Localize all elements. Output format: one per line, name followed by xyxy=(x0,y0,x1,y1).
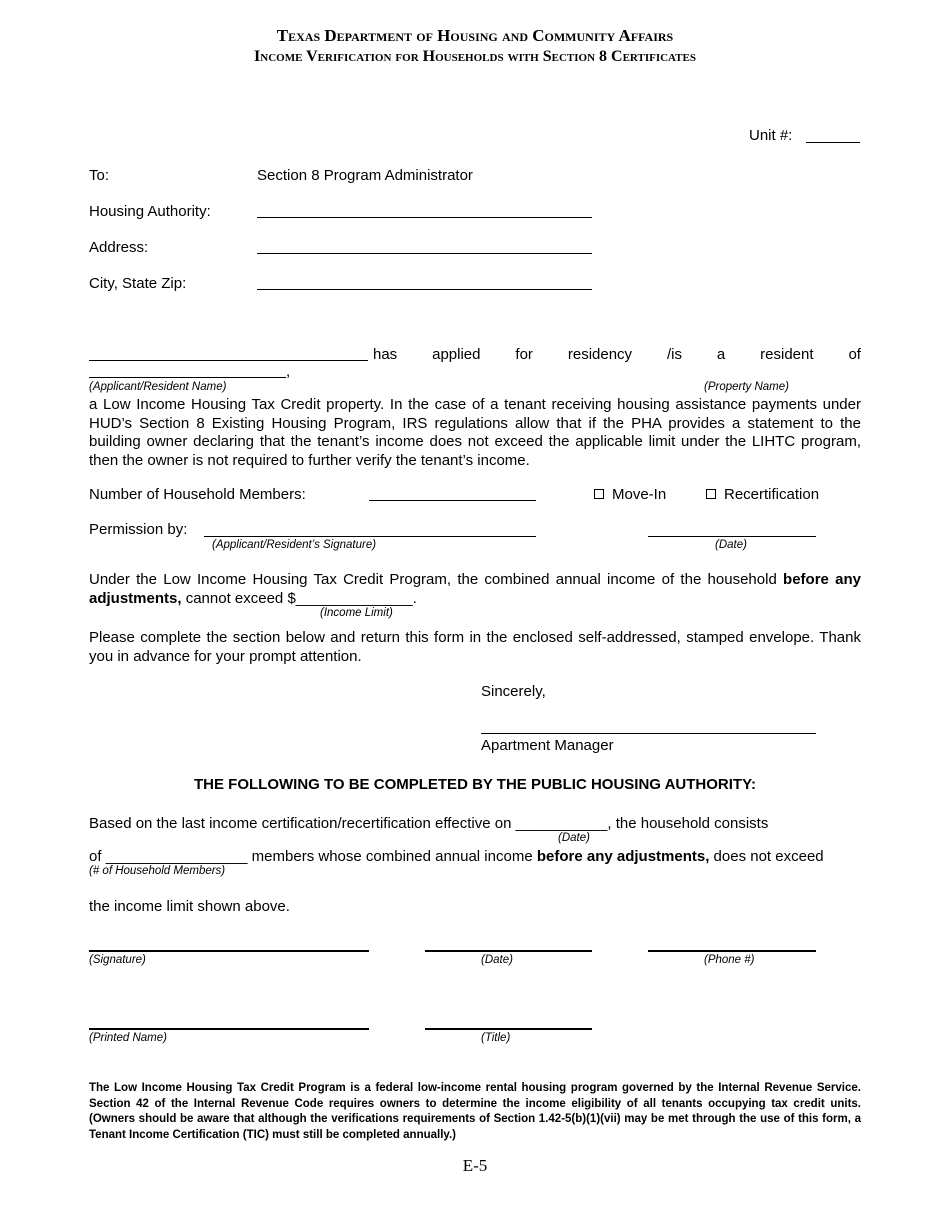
pha-section-heading: THE FOLLOWING TO BE COMPLETED BY THE PUBLIC HOUSING AUTHORITY: xyxy=(194,776,756,793)
residency-statement xyxy=(373,346,861,363)
household-members-field[interactable] xyxy=(369,500,536,501)
form-title-agency: Texas Department of Housing and Community Affairs xyxy=(276,26,674,45)
applicant-name-field[interactable] xyxy=(89,360,368,361)
checkbox-square-icon xyxy=(706,489,716,499)
pha-signature-caption: (Signature) xyxy=(89,954,146,966)
to-value: Section 8 Program Administrator xyxy=(257,167,473,184)
housing-authority-field[interactable] xyxy=(257,217,592,218)
recertification-label: Recertification xyxy=(724,486,820,503)
pha-signature-field[interactable] xyxy=(89,950,369,952)
pha-line2-after: does not exceed xyxy=(709,848,824,865)
pha-members-caption: (# of Household Members) xyxy=(89,865,226,877)
residency-word: for xyxy=(515,346,533,363)
income-limit-text: Under the Low Income Housing Tax Credit Program, the combined annual income of the household xyxy=(89,571,784,588)
property-name-comma: , xyxy=(286,363,291,380)
pha-certification-line xyxy=(89,815,768,832)
residency-word: /is xyxy=(666,346,682,363)
income-limit-bold: before any adjustments, xyxy=(89,571,861,607)
checkbox-square-icon xyxy=(594,489,604,499)
apartment-manager-label: Apartment Manager xyxy=(481,737,614,754)
move-in-checkbox[interactable] xyxy=(594,486,666,503)
pha-printed-name-caption: (Printed Name) xyxy=(89,1032,167,1044)
lihtc-explanation: a Low Income Housing Tax Credit property. In the case of a tenant receiving housing assistance payments under HUD’s Section 8 Existing Housing Program, IRS regulations allow that if the PHA provides a statement to the building owner declaring that the tenant’s income does not exceed the applicable limit under the LIHTC program, then the owner is not required to further verify the tenant’s income. xyxy=(89,396,861,469)
residency-word: applied xyxy=(432,346,481,363)
applicant-signature-caption: (Applicant/Resident’s Signature) xyxy=(212,539,377,551)
unit-label: Unit #: xyxy=(749,127,793,144)
pha-members-count-field[interactable]: _________________ xyxy=(105,848,248,865)
applicant-signature-field[interactable] xyxy=(204,536,536,537)
unit-field[interactable] xyxy=(806,142,860,143)
housing-authority-label: Housing Authority: xyxy=(89,203,211,220)
pha-line1-after: , the household consists xyxy=(607,815,769,832)
pha-phone-field[interactable] xyxy=(648,950,816,952)
city-state-zip-label: City, State Zip: xyxy=(89,275,187,292)
income-limit-field[interactable]: ______________ xyxy=(295,589,413,607)
pha-date-field[interactable] xyxy=(425,950,592,952)
income-limit-caption: (Income Limit) xyxy=(320,607,393,619)
income-limit-statement xyxy=(89,571,861,608)
pha-printed-name-field[interactable] xyxy=(89,1028,369,1030)
pha-line2-mid: members whose combined annual income xyxy=(247,848,537,865)
pha-phone-caption: (Phone #) xyxy=(704,954,755,966)
move-in-label: Move-In xyxy=(612,486,667,503)
income-limit-text-after: cannot exceed $ xyxy=(181,589,296,607)
pha-title-caption: (Title) xyxy=(481,1032,511,1044)
residency-word: residency xyxy=(567,346,633,363)
pha-members-line xyxy=(89,848,824,865)
page-number: E-5 xyxy=(462,1156,488,1175)
permission-label: Permission by: xyxy=(89,521,188,538)
property-name-caption: (Property Name) xyxy=(704,381,789,393)
pha-date2-caption: (Date) xyxy=(481,954,513,966)
pha-line2-bold: before any adjustments, xyxy=(536,848,710,865)
pha-title-field[interactable] xyxy=(425,1028,592,1030)
manager-signature-field[interactable] xyxy=(481,733,816,734)
pha-date-caption: (Date) xyxy=(558,832,590,844)
property-name-field[interactable] xyxy=(89,377,286,378)
pha-line1-text: Based on the last income certification/recertification effective on xyxy=(89,815,516,832)
lihtc-footer-note: The Low Income Housing Tax Credit Program is a federal low-income rental housing program governed by the Internal Revenue Service. Section 42 of the Internal Revenue Code requires owners to determine the income eligibility of all tenants occupying tax credit units. (Owners should be aware that although the verifications requirements of Section 1.42-5(b)(1)(vii) may be met through the use of this form, a Tenant Income Certification (TIC) must still be completed annually.) xyxy=(89,1082,861,1141)
city-state-zip-field[interactable] xyxy=(257,289,592,290)
address-label: Address: xyxy=(89,239,149,256)
pha-effective-date-field[interactable]: ___________ xyxy=(515,815,608,832)
permission-date-field[interactable] xyxy=(648,536,816,537)
return-instructions: Please complete the section below and return this form in the enclosed self-addressed, stamped envelope. Thank you in advance for your prompt attention. xyxy=(89,629,861,665)
residency-word: of xyxy=(848,346,861,363)
residency-word: resident xyxy=(760,346,814,363)
to-label: To: xyxy=(89,167,110,184)
pha-line2-of: of xyxy=(89,848,102,865)
residency-word: a xyxy=(716,346,726,363)
applicant-name-caption: (Applicant/Resident Name) xyxy=(89,381,227,393)
permission-date-caption: (Date) xyxy=(715,539,747,551)
pha-income-limit-line: the income limit shown above. xyxy=(89,898,290,915)
residency-word: has xyxy=(373,346,398,363)
income-limit-period: . xyxy=(412,589,417,607)
household-members-label: Number of Household Members: xyxy=(89,486,306,503)
recertification-checkbox[interactable] xyxy=(706,486,819,503)
closing-sincerely: Sincerely, xyxy=(481,683,546,700)
address-field[interactable] xyxy=(257,253,592,254)
form-title-subject: Income Verification for Households with Section 8 Certificates xyxy=(254,48,696,65)
